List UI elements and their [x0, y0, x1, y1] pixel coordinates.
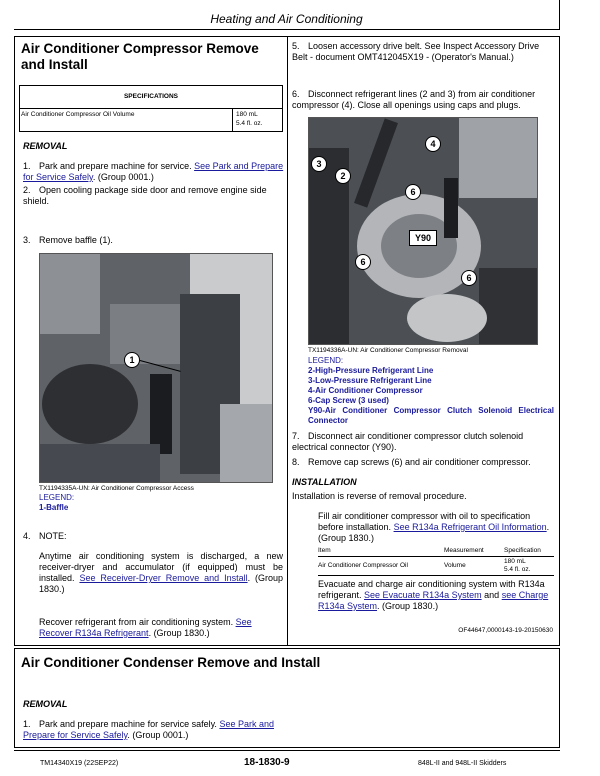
- footer-rule: [14, 750, 560, 751]
- page-header: [14, 0, 560, 30]
- recover-text: Recover refrigerant from air conditioning system. See Recover R134a Refrigerant. (Group 1830.): [39, 617, 252, 638]
- step-7: 7. Disconnect air conditioner compressor clutch solenoid electrical connector (Y90).: [292, 431, 524, 452]
- installation-heading: INSTALLATION: [292, 477, 357, 487]
- note-text: Anytime air conditioning system is discharged, a new receiver-dryer and accumulator (if equipped) must be installed. See Receiver-Dryer Remove and Install. (Group 1830.): [39, 551, 283, 594]
- section2: [14, 648, 560, 748]
- evacuate-text: Evacuate and charge air conditioning system with R134a refrigerant. See Evacuate R134a System and see Charge R134a System. (Group 1830.): [318, 579, 549, 611]
- legend-item: Y90-Air Conditioner Compressor Clutch Solenoid Electrical Connector: [308, 406, 554, 425]
- callout-6a: 6: [405, 184, 421, 200]
- spec-value-ml: 180 mL: [236, 111, 258, 118]
- spec-item: Air Conditioner Compressor Oil Volume: [21, 111, 135, 118]
- callout-3: 3: [311, 156, 327, 172]
- legend-item: 3-Low-Pressure Refrigerant Line: [308, 376, 432, 385]
- photo1-legend-title: LEGEND:: [39, 493, 75, 502]
- section2-park-prepare-link[interactable]: See Park and Prepare for Service Safely: [23, 719, 274, 740]
- section2-title: Air Conditioner Condenser Remove and Install: [21, 655, 321, 670]
- section1-title: Air Conditioner Compressor Remove and Install: [21, 41, 259, 72]
- removal-heading: REMOVAL: [23, 141, 68, 151]
- installation-text: Installation is reverse of removal procedure.: [292, 491, 467, 501]
- photo2-legend-title: LEGEND:: [308, 356, 344, 365]
- spec-value-oz: 5.4 fl. oz.: [236, 120, 263, 127]
- step-8: 8. Remove cap screws (6) and air conditioner compressor.: [292, 457, 531, 467]
- header-title: Heating and Air Conditioning: [210, 12, 363, 26]
- callout-6c: 6: [461, 270, 477, 286]
- oil-info-link[interactable]: See R134a Refrigerant Oil Information: [393, 522, 547, 532]
- spec-table: [19, 85, 283, 132]
- oil-spec-row: Air Conditioner Compressor Oil Volume 180 mL 5.4 fl. oz.: [318, 557, 554, 576]
- photo2-legend: [308, 366, 554, 426]
- legend-item: 2-High-Pressure Refrigerant Line: [308, 366, 434, 375]
- section2-step-1: 1. Park and prepare machine for service safely. See Park and Prepare for Service Safely. (Group 0001.): [23, 719, 274, 740]
- legend-item: 6-Cap Screw (3 used): [308, 396, 389, 405]
- fill-text: Fill air conditioner compressor with oil to specification before installation. See R134a Refrigerant Oil Information. (Group 1830.): [318, 511, 550, 543]
- section2-removal-heading: REMOVAL: [23, 699, 68, 709]
- callout-y90: Y90: [409, 230, 437, 246]
- footer-page-number: 18-1830-9: [244, 757, 290, 768]
- engine-illustration: [40, 254, 272, 482]
- evacuate-link[interactable]: See Evacuate R134a System: [364, 590, 482, 600]
- receiver-dryer-link[interactable]: See Receiver-Dryer Remove and Install: [79, 573, 248, 583]
- step-2: 2. Open cooling package side door and remove engine side shield.: [23, 185, 267, 206]
- section1-left-column: [14, 36, 288, 646]
- oil-spec-table: [318, 547, 554, 576]
- compressor-removal-photo: [308, 117, 538, 345]
- compressor-access-photo: [39, 253, 273, 483]
- spec-table-row: [19, 109, 283, 132]
- step-6: 6. Disconnect refrigerant lines (2 and 3) from air conditioner compressor (4). Close all openings using caps and plugs.: [292, 89, 536, 110]
- step-4: 4. NOTE:: [23, 531, 67, 541]
- photo1-legend-item: 1-Baffle: [39, 503, 69, 512]
- spec-table-header: SPECIFICATIONS: [19, 85, 283, 109]
- photo2-caption: TX1194336A-UN: Air Conditioner Compressor Removal: [308, 347, 468, 354]
- recover-refrigerant-link[interactable]: See Recover R134a Refrigerant: [39, 617, 252, 638]
- charge-link[interactable]: see Charge R134a System: [318, 590, 549, 611]
- doc-id: OF44647,0000143-19-20150630: [458, 627, 553, 634]
- photo1-caption: TX1194335A-UN: Air Conditioner Compressor Access: [39, 485, 194, 492]
- oil-spec-header: Item Measurement Specification: [318, 547, 554, 557]
- step-3: 3. Remove baffle (1).: [23, 235, 113, 245]
- footer-right: 848L-II and 948L-II Skidders: [418, 760, 507, 767]
- callout-6b: 6: [355, 254, 371, 270]
- footer-left: TM14340X19 (22SEP22): [40, 760, 119, 767]
- step-5: 5. Loosen accessory drive belt. See Inspect Accessory Drive Belt - document OMT412045X19 - (Operator's Manual.): [292, 41, 540, 62]
- legend-item: 4-Air Conditioner Compressor: [308, 386, 423, 395]
- park-prepare-link[interactable]: See Park and Prepare for Service Safely: [23, 161, 284, 182]
- section1-right-column: [288, 36, 560, 646]
- callout-4: 4: [425, 136, 441, 152]
- callout-1: 1: [124, 352, 140, 368]
- callout-2: 2: [335, 168, 351, 184]
- step-1: 1. Park and prepare machine for service. See Park and Prepare for Service Safely. (Group 0001.): [23, 161, 284, 182]
